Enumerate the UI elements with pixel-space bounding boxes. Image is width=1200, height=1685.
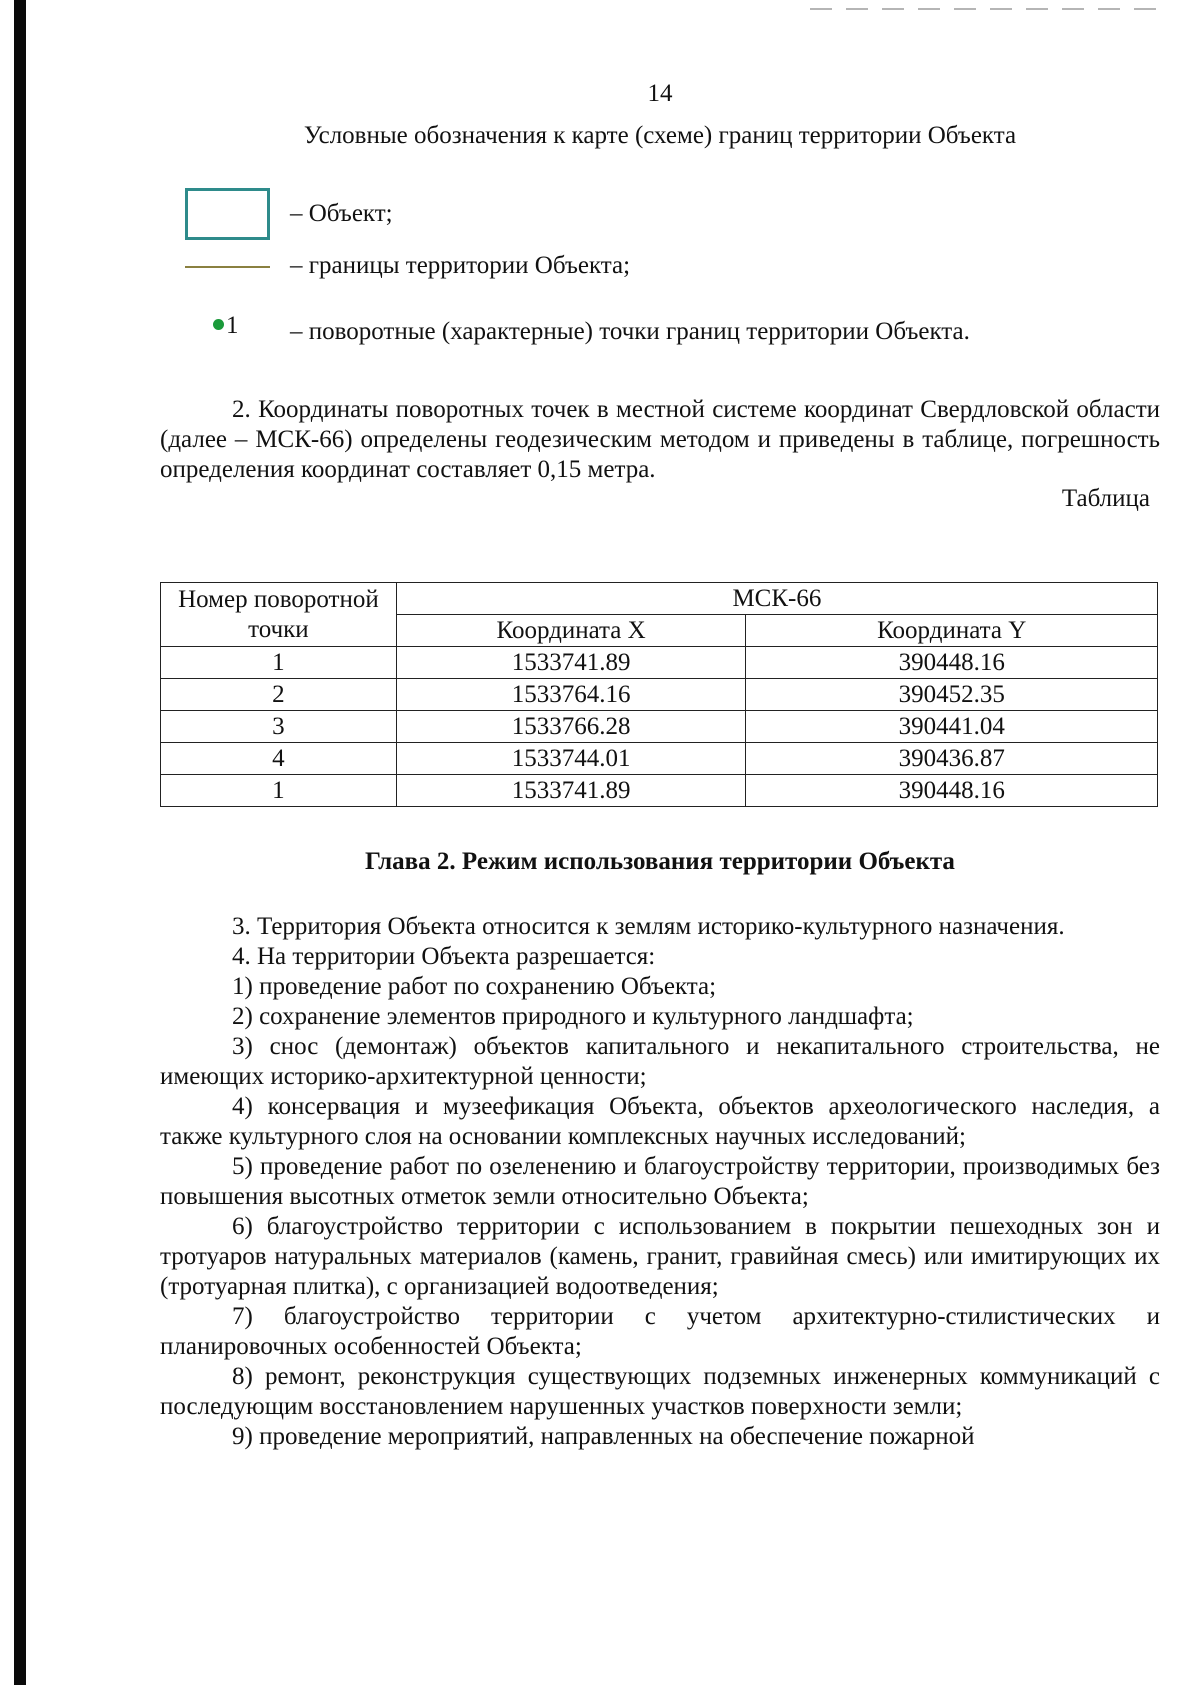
header-coordinate-y: Координата Y xyxy=(746,615,1158,647)
header-point-number: Номер поворотной точки xyxy=(161,583,397,647)
turning-point-icon xyxy=(185,312,275,374)
cell-point: 1 xyxy=(161,775,397,807)
table-caption: Таблица xyxy=(1061,485,1150,512)
cell-y: 390448.16 xyxy=(746,775,1158,807)
table-header-row xyxy=(161,583,1158,615)
list-item: 9) проведение мероприятий, направленных на обеспечение пожарной xyxy=(232,1423,975,1450)
cell-point: 4 xyxy=(161,743,397,775)
cell-x: 1533764.16 xyxy=(396,679,746,711)
scan-top-dashes xyxy=(810,8,1170,10)
cell-y: 390441.04 xyxy=(746,711,1158,743)
legend-text-object: – Объект; xyxy=(290,200,393,227)
table-row xyxy=(161,711,1158,743)
cell-point: 2 xyxy=(161,679,397,711)
cell-x: 1533766.28 xyxy=(396,711,746,743)
legend-text-turning-point: – поворотные (характерные) точки границ территории Объекта. xyxy=(290,318,970,345)
list-item: 8) ремонт, реконструкция существующих подземных инженерных коммуникаций с последующим восстановлением нарушенных участков поверхности земли; xyxy=(160,1363,1160,1420)
header-coordinate-x: Координата X xyxy=(396,615,746,647)
table-row xyxy=(161,743,1158,775)
legend-title: Условные обозначения к карте (схеме) границ территории Объекта xyxy=(303,122,1017,149)
header-coordinate-system: МСК-66 xyxy=(396,583,1157,615)
scan-edge xyxy=(14,0,26,1685)
cell-y: 390452.35 xyxy=(746,679,1158,711)
regulation-list xyxy=(160,912,1160,1452)
list-item: 3. Территория Объекта относится к землям историко-культурного назначения. xyxy=(232,913,1065,940)
legend-text-boundary: – границы территории Объекта; xyxy=(290,252,631,279)
turning-point-label: 1 xyxy=(226,312,239,339)
cell-point: 1 xyxy=(161,647,397,679)
table-row xyxy=(161,679,1158,711)
page-number: 14 xyxy=(647,80,673,107)
list-item: 1) проведение работ по сохранению Объекта; xyxy=(232,973,717,1000)
object-box-icon xyxy=(185,188,275,244)
boundary-line-icon xyxy=(185,252,275,308)
list-item: 2) сохранение элементов природного и культурного ландшафта; xyxy=(232,1003,914,1030)
list-item: 4) консервация и музеефикация Объекта, объектов археологического наследия, а также культурного слоя на основании комплексных научных исследований; xyxy=(160,1093,1160,1150)
table-row xyxy=(161,775,1158,807)
cell-point: 3 xyxy=(161,711,397,743)
table-row xyxy=(161,647,1158,679)
cell-x: 1533741.89 xyxy=(396,775,746,807)
cell-x: 1533744.01 xyxy=(396,743,746,775)
cell-y: 390448.16 xyxy=(746,647,1158,679)
chapter-title: Глава 2. Режим использования территории Объекта xyxy=(365,848,955,875)
list-item: 7) благоустройство территории с учетом архитектурно-стилистических и планировочных особенностей Объекта; xyxy=(160,1303,1160,1360)
list-item: 4. На территории Объекта разрешается: xyxy=(232,943,656,970)
coordinates-table xyxy=(160,582,1158,807)
list-item: 6) благоустройство территории с использованием в покрытии пешеходных зон и тротуаров натуральных материалов (камень, гранит, гравийная смесь) или имитирующих их (тротуарная плитка), с организацией водоотведения; xyxy=(160,1213,1160,1300)
paragraph-coordinates: 2. Координаты поворотных точек в местной системе координат Свердловской области (далее – МСК-66) определены геодезическим методом и приведены в таблице, погрешность определения координат составляет 0,15 метра. xyxy=(160,396,1160,483)
cell-y: 390436.87 xyxy=(746,743,1158,775)
list-item: 3) снос (демонтаж) объектов капитального и некапитального строительства, не имеющих историко-архитектурной ценности; xyxy=(160,1033,1160,1090)
cell-x: 1533741.89 xyxy=(396,647,746,679)
list-item: 5) проведение работ по озеленению и благоустройству территории, производимых без повышения высотных отметок земли относительно Объекта; xyxy=(160,1153,1160,1210)
